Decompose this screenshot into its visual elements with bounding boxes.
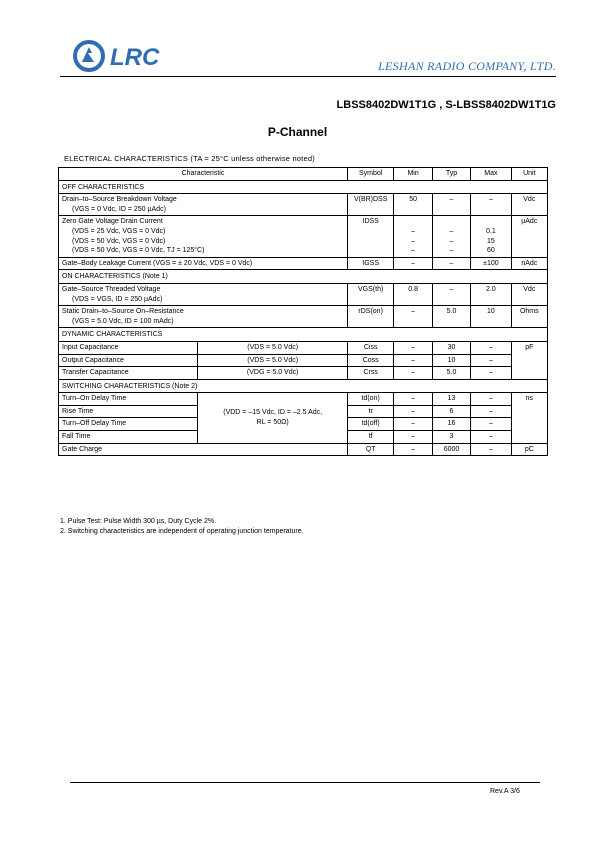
- max-cell: –: [471, 341, 511, 354]
- symbol-cell: tf: [347, 431, 393, 444]
- min-cell: –: [394, 367, 432, 380]
- unit-cell: Vdc: [511, 283, 547, 305]
- min-cell: –: [394, 443, 432, 456]
- note-1: 1. Pulse Test: Pulse Width 300 µs, Duty Cycle 2%.: [60, 518, 217, 525]
- char-condition: (VGS = 0 Vdc, ID = 250 µAdc): [72, 205, 166, 213]
- char-cell: [59, 216, 348, 257]
- char-text: Drain–to–Source Breakdown Voltage: [62, 196, 177, 204]
- typ-cell: –: [432, 194, 470, 216]
- symbol-cell: IDSS: [347, 216, 393, 257]
- max-cell: –: [471, 354, 511, 367]
- table-row: [59, 443, 548, 456]
- char-cell: [59, 306, 348, 328]
- section-row: [59, 328, 548, 342]
- min-cell: 0.8: [394, 283, 432, 305]
- char-cell: Turn–Off Delay Time: [59, 418, 198, 431]
- section-on: ON CHARACTERISTICS (Note 1): [59, 270, 548, 284]
- section-row: [59, 180, 548, 194]
- header-rule: [60, 76, 556, 77]
- unit-cell: µAdc: [511, 216, 547, 257]
- char-condition: (VDS = 50 Vdc, VGS = 0 Vdc, TJ = 125°C): [72, 247, 205, 255]
- symbol-cell: td(off): [347, 418, 393, 431]
- max-cell: –: [471, 367, 511, 380]
- table-row: [59, 257, 548, 270]
- max-cell: 0.1 15 60: [471, 216, 511, 257]
- typ-cell: – – –: [432, 216, 470, 257]
- char-condition: (VGS = 5.0 Vdc, ID = 100 mAdc): [72, 317, 174, 325]
- char-cell: Transfer Capacitance: [59, 367, 198, 380]
- header-symbol: Symbol: [347, 168, 393, 181]
- symbol-cell: td(on): [347, 393, 393, 406]
- table-row: [59, 216, 548, 257]
- symbol-cell: V(BR)DSS: [347, 194, 393, 216]
- char-text: Gate–Source Threaded Voltage: [62, 285, 161, 293]
- table-row: [59, 194, 548, 216]
- typ-cell: 6000: [432, 443, 470, 456]
- char-cell: Fall Time: [59, 431, 198, 444]
- typ-cell: 3: [432, 431, 470, 444]
- typ-cell: 16: [432, 418, 470, 431]
- max-cell: –: [471, 431, 511, 444]
- typ-cell: 13: [432, 393, 470, 406]
- table-row: [59, 283, 548, 305]
- symbol-cell: Ciss: [347, 341, 393, 354]
- max-cell: 10: [471, 306, 511, 328]
- unit-cell: pC: [511, 443, 547, 456]
- condition-cell: (VDS = 5.0 Vdc): [198, 341, 348, 354]
- company-name: LESHAN RADIO COMPANY, LTD.: [378, 59, 556, 73]
- min-cell: –: [394, 354, 432, 367]
- char-condition: (VDS = VGS, ID = 250 µAdc): [72, 295, 163, 303]
- symbol-cell: VGS(th): [347, 283, 393, 305]
- typ-cell: –: [432, 283, 470, 305]
- typ-cell: 6: [432, 405, 470, 418]
- table-row: [59, 306, 548, 328]
- notes: [60, 517, 304, 537]
- part-number: LBSS8402DW1T1G , S-LBSS8402DW1T1G: [336, 99, 556, 111]
- max-cell: –: [471, 194, 511, 216]
- condition-cell: (VDG = 5.0 Vdc): [198, 367, 348, 380]
- char-cell: Input Capacitance: [59, 341, 198, 354]
- symbol-cell: Crss: [347, 367, 393, 380]
- min-cell: –: [394, 418, 432, 431]
- unit-cell: Ohms: [511, 306, 547, 328]
- table-row: [59, 367, 548, 380]
- header-typ: Typ: [432, 168, 470, 181]
- svg-text:LRC: LRC: [110, 44, 160, 71]
- unit-cell: Vdc: [511, 194, 547, 216]
- max-cell: ±100: [471, 257, 511, 270]
- char-cell: Output Capacitance: [59, 354, 198, 367]
- header-min: Min: [394, 168, 432, 181]
- footer-rule: [70, 782, 540, 783]
- max-cell: 2.0: [471, 283, 511, 305]
- header-max: Max: [471, 168, 511, 181]
- min-cell: –: [394, 431, 432, 444]
- section-row: [59, 270, 548, 284]
- typ-cell: 10: [432, 354, 470, 367]
- table-title: ELECTRICAL CHARACTERISTICS (TA = 25°C unless otherwise noted): [64, 154, 315, 163]
- typ-cell: 5.0: [432, 306, 470, 328]
- condition-cell: (VDD = –15 Vdc, ID = –2.5 Adc, RL = 50Ω): [198, 393, 348, 443]
- lrc-logo: [72, 38, 182, 74]
- typ-cell: 5.0: [432, 367, 470, 380]
- table-header-row: [59, 168, 548, 181]
- char-text: Static Drain–to–Source On–Resistance: [62, 308, 184, 316]
- table-row: [59, 354, 548, 367]
- table-row: [59, 393, 548, 406]
- table-row: [59, 341, 548, 354]
- char-text: Zero Gate Voltage Drain Current: [62, 218, 163, 226]
- min-cell: –: [394, 306, 432, 328]
- electrical-characteristics-table: [58, 167, 548, 456]
- min-cell: –: [394, 341, 432, 354]
- min-cell: –: [394, 405, 432, 418]
- char-cell: [59, 194, 348, 216]
- char-condition: (VDS = 50 Vdc, VGS = 0 Vdc): [72, 237, 166, 245]
- header-characteristic: Characteristic: [59, 168, 348, 181]
- symbol-cell: Coss: [347, 354, 393, 367]
- unit-cell: nAdc: [511, 257, 547, 270]
- note-2: 2. Switching characteristics are independent of operating junction temperature.: [60, 528, 304, 535]
- max-cell: –: [471, 393, 511, 406]
- unit-cell: ns: [511, 393, 547, 443]
- char-condition: (VDS = 25 Vdc, VGS = 0 Vdc): [72, 227, 166, 235]
- min-cell: –: [394, 257, 432, 270]
- typ-cell: 30: [432, 341, 470, 354]
- symbol-cell: tr: [347, 405, 393, 418]
- char-cell: Gate–Body Leakage Current (VGS = ± 20 Vdc, VDS = 0 Vdc): [59, 257, 348, 270]
- max-cell: –: [471, 405, 511, 418]
- header-unit: Unit: [511, 168, 547, 181]
- symbol-cell: IGSS: [347, 257, 393, 270]
- revision-label: Rev.A 3/6: [490, 788, 520, 795]
- char-cell: [59, 283, 348, 305]
- char-cell: Turn–On Delay Time: [59, 393, 198, 406]
- section-dynamic: DYNAMIC CHARACTERISTICS: [59, 328, 548, 342]
- section-off: OFF CHARACTERISTICS: [59, 180, 548, 194]
- min-cell: – – –: [394, 216, 432, 257]
- typ-cell: –: [432, 257, 470, 270]
- section-row: [59, 379, 548, 393]
- min-cell: 50: [394, 194, 432, 216]
- condition-cell: (VDS = 5.0 Vdc): [198, 354, 348, 367]
- unit-cell: pF: [511, 341, 547, 379]
- char-cell: Gate Charge: [59, 443, 348, 456]
- max-cell: –: [471, 418, 511, 431]
- symbol-cell: QT: [347, 443, 393, 456]
- page-title: P-Channel: [267, 125, 328, 139]
- min-cell: –: [394, 393, 432, 406]
- max-cell: –: [471, 443, 511, 456]
- char-cell: Rise Time: [59, 405, 198, 418]
- section-switching: SWITCHING CHARACTERISTICS (Note 2): [59, 379, 548, 393]
- symbol-cell: rDS(on): [347, 306, 393, 328]
